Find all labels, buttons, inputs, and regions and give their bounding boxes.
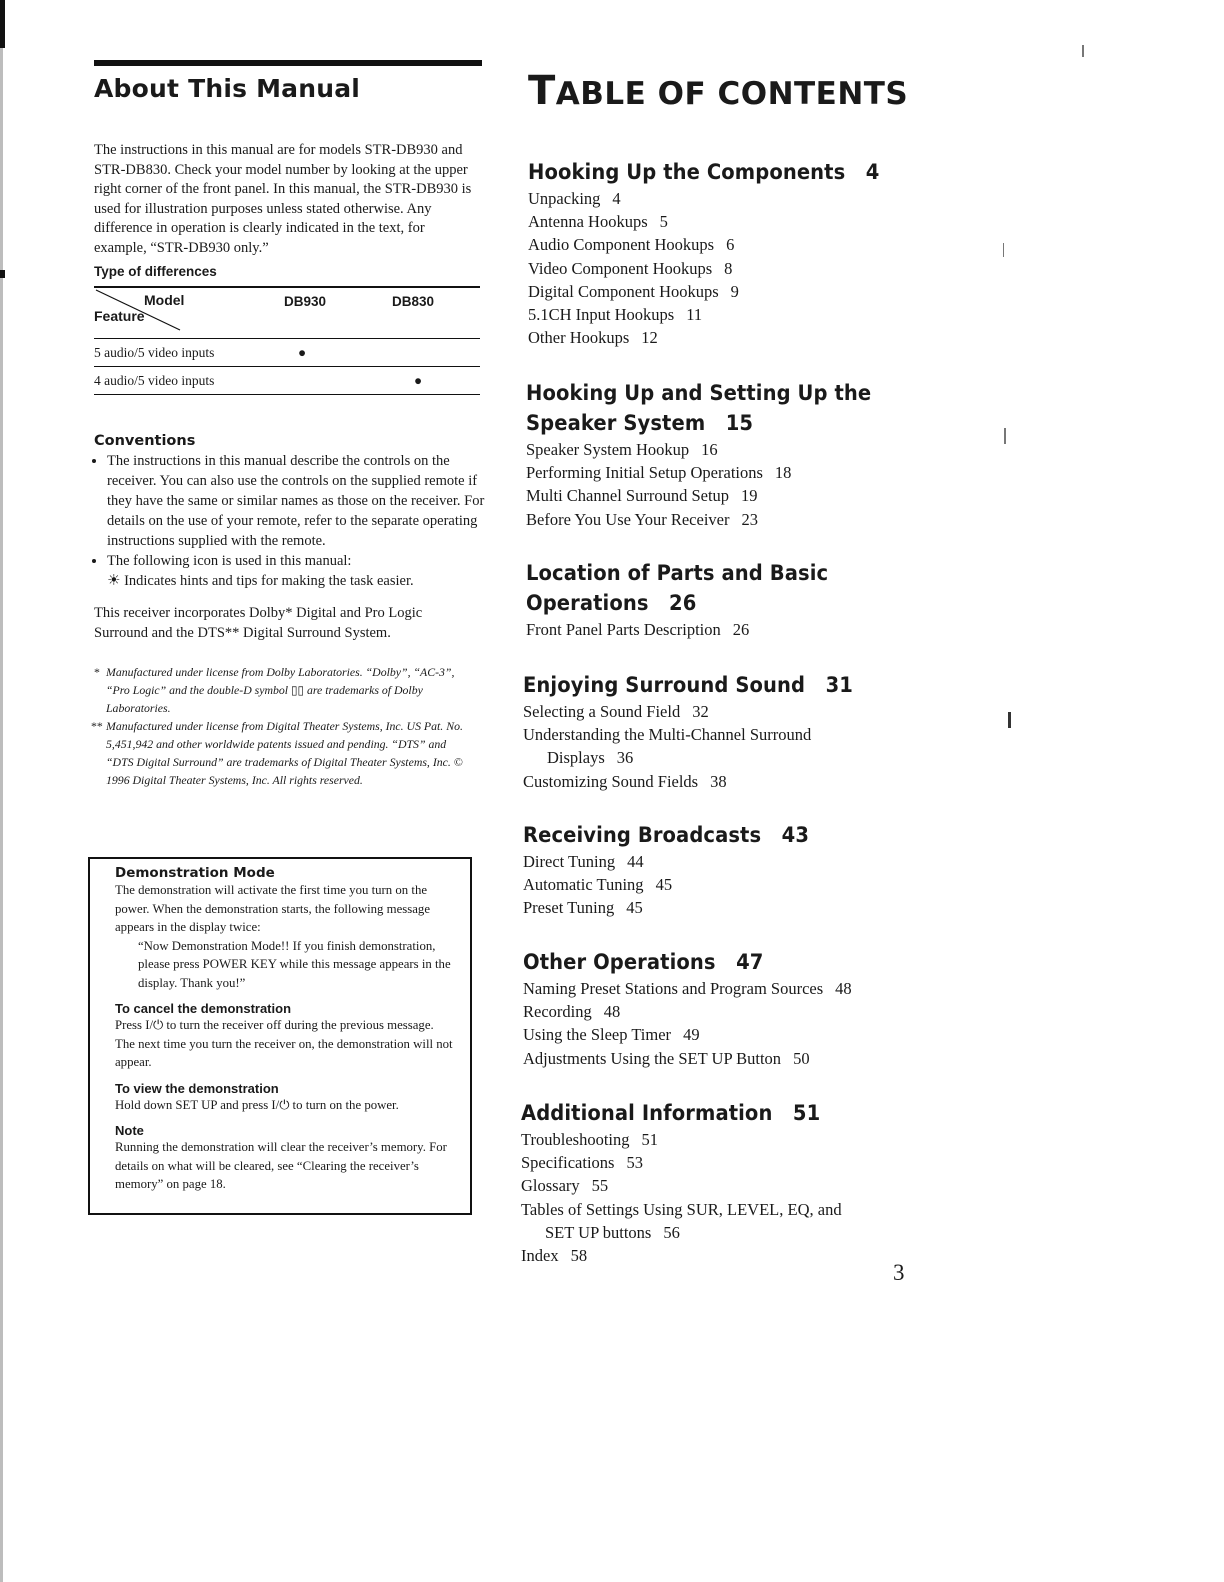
- page-number: 3: [893, 1260, 905, 1285]
- column-header-db930: DB930: [284, 287, 392, 339]
- demo-body: The demonstration will activate the first time you turn on the power. When the demonstration starts, the following message appears in the display twice:: [115, 883, 430, 934]
- db930-cell: ●: [284, 339, 392, 367]
- entry-page: 26: [732, 620, 750, 639]
- entry-page: 5: [659, 212, 668, 232]
- conventions-list: [94, 451, 487, 591]
- list-item: [107, 451, 487, 551]
- lightbulb-icon: ☀: [107, 573, 121, 589]
- db830-cell: ●: [392, 367, 480, 395]
- entry-page: 44: [627, 852, 644, 871]
- corner-model-label: Model: [144, 292, 185, 308]
- feature-cell: 4 audio/5 video inputs: [94, 367, 284, 395]
- entry-text: Index: [521, 1246, 559, 1266]
- toc-entry[interactable]: [528, 210, 928, 233]
- toc-entry[interactable]: [523, 896, 923, 919]
- entry-text: Selecting a Sound Field: [523, 702, 681, 721]
- toc-section-heading[interactable]: [523, 670, 895, 700]
- entry-text: Customizing Sound Fields: [523, 771, 699, 791]
- toc-entry[interactable]: [528, 303, 928, 326]
- toc-entry[interactable]: [523, 850, 923, 873]
- heading-line: [521, 1098, 893, 1128]
- heading-text: Operations: [526, 591, 649, 615]
- entry-text: Automatic Tuning: [523, 875, 644, 895]
- toc-entry[interactable]: [521, 1151, 921, 1174]
- toc-entry[interactable]: [528, 326, 928, 349]
- entry-text: Tables of Settings Using SUR, LEVEL, EQ, and: [521, 1199, 842, 1219]
- entry-text: Direct Tuning: [523, 852, 616, 871]
- heading-page: 51: [792, 1101, 821, 1125]
- heading-line: [523, 947, 895, 977]
- entry-text: Recording: [523, 1002, 592, 1022]
- corner-feature-label: Feature: [94, 308, 145, 324]
- toc-section-heading[interactable]: [523, 820, 895, 850]
- table-corner-cell: [94, 288, 284, 332]
- entry-text: Understanding the Multi-Channel Surround: [523, 725, 812, 745]
- entry-text: Audio Component Hookups: [528, 235, 715, 255]
- heading-text: Other Operations: [523, 950, 716, 974]
- feature-cell: 5 audio/5 video inputs: [94, 339, 284, 367]
- toc-entry[interactable]: [523, 723, 923, 746]
- heading-page: 47: [736, 950, 764, 974]
- note-text: Running the demonstration will clear the receiver’s memory. For details on what will be cleared, see “Clearing the receiver’s memory” on page 18.: [115, 1140, 447, 1191]
- convention-text: The following icon is used in this manual:: [107, 553, 352, 569]
- differences-table: [94, 286, 480, 395]
- entry-page: 36: [616, 748, 634, 768]
- toc-section-heading[interactable]: [523, 947, 895, 977]
- entry-page: 50: [793, 1048, 810, 1068]
- toc-entry[interactable]: [528, 233, 928, 256]
- entry-text: Preset Tuning: [523, 898, 615, 918]
- toc-section-heading[interactable]: [526, 378, 898, 438]
- entry-text: Troubleshooting: [521, 1130, 630, 1149]
- toc-entry[interactable]: [523, 746, 923, 769]
- toc-entry[interactable]: [521, 1174, 921, 1197]
- entry-page: 11: [686, 305, 703, 325]
- demo-title: Demonstration Mode: [115, 865, 275, 881]
- toc-section-heading[interactable]: [521, 1098, 893, 1128]
- entry-text: Performing Initial Setup Operations: [526, 463, 763, 483]
- scan-mark: [0, 270, 5, 278]
- footnote: [94, 663, 474, 717]
- footnote-text: Manufactured under license from Dolby Laboratories. “Dolby”, “AC-3”, “Pro Logic” and the double-D symbol ▯▯ are trademarks of Dolby Laboratories.: [106, 665, 455, 715]
- entry-page: 51: [641, 1130, 658, 1149]
- db930-cell: [284, 367, 392, 395]
- toc-entry[interactable]: [526, 484, 926, 507]
- demo-message: “Now Demonstration Mode!! If you finish demonstration, please press POWER KEY while this message appears in the display. Thank you!”: [138, 938, 451, 990]
- heading-line: [523, 670, 895, 700]
- toc-entry[interactable]: [526, 508, 926, 531]
- entry-text: Other Hookups: [528, 328, 630, 348]
- toc-entry[interactable]: [523, 700, 923, 723]
- entry-page: 9: [730, 281, 739, 301]
- footnote-mark: **: [91, 719, 103, 733]
- scan-edge: [0, 0, 3, 1582]
- view-text: Hold down SET UP and press I/⏻ to turn on the power.: [115, 1097, 399, 1112]
- entry-text: Using the Sleep Timer: [523, 1025, 672, 1045]
- scan-speck: [1082, 45, 1084, 57]
- demonstration-box: [88, 857, 472, 1215]
- toc-entry[interactable]: [523, 770, 923, 793]
- toc-entry[interactable]: [521, 1221, 921, 1244]
- toc-entry[interactable]: [528, 280, 928, 303]
- toc-title: [528, 68, 920, 114]
- column-header-db830: DB830: [392, 287, 480, 339]
- toc-section: [523, 820, 923, 920]
- toc-entry[interactable]: [528, 187, 928, 210]
- scan-speck: [1003, 243, 1004, 257]
- heading-text: Hooking Up and Setting Up the: [526, 381, 872, 405]
- heading-line: [526, 378, 898, 408]
- heading-line: [526, 558, 898, 588]
- scan-mark: [0, 0, 5, 48]
- tip-text: Indicates hints and tips for making the task easier.: [124, 573, 414, 589]
- table-row: [94, 339, 480, 367]
- heading-page: 15: [725, 411, 754, 435]
- toc-section-heading[interactable]: [526, 558, 898, 618]
- view-title: To view the demonstration: [115, 1080, 279, 1096]
- about-title: About This Manual: [94, 74, 361, 103]
- toc-section-heading[interactable]: [528, 157, 900, 187]
- conventions-title: Conventions: [94, 433, 196, 449]
- scan-speck: [1008, 712, 1011, 728]
- heading-page: 43: [781, 823, 810, 847]
- entry-page: 48: [603, 1002, 621, 1022]
- entry-page: 45: [626, 898, 643, 918]
- table-label: Type of differences: [94, 264, 217, 279]
- toc-entry[interactable]: [521, 1244, 921, 1267]
- entry-text: Speaker System Hookup: [526, 440, 690, 459]
- footnotes: [91, 663, 474, 789]
- toc-entry[interactable]: [528, 257, 928, 280]
- heading-text: Receiving Broadcasts: [523, 823, 762, 847]
- heading-page: 4: [865, 160, 880, 184]
- section-rule: [94, 60, 482, 66]
- entry-text: Digital Component Hookups: [528, 281, 719, 301]
- entry-page: 19: [741, 486, 758, 506]
- intro-paragraph: The instructions in this manual are for models STR-DB930 and STR-DB830. Check your model number by looking at the upper right corner of the front panel. In this manual, the STR-DB930 is used for illustration purposes unless stated otherwise. Any difference in operation is clearly indicated in the text, for example, “STR-DB930 only.”: [94, 142, 472, 256]
- list-item: [107, 551, 487, 591]
- toc-section: [523, 670, 923, 793]
- heading-line: [523, 820, 895, 850]
- heading-text: Additional Information: [521, 1101, 773, 1125]
- toc-section: [526, 378, 926, 531]
- entry-page: 16: [701, 440, 718, 459]
- toc-entry[interactable]: [523, 1023, 923, 1046]
- heading-text: Location of Parts and Basic: [526, 561, 829, 585]
- entry-text: Adjustments Using the SET UP Button: [523, 1048, 782, 1068]
- entry-page: 49: [683, 1025, 700, 1045]
- entry-text: Antenna Hookups: [528, 212, 648, 232]
- scan-speck: [1004, 428, 1006, 444]
- heading-text: Hooking Up the Components: [528, 160, 846, 184]
- entry-page: 18: [774, 463, 792, 483]
- heading-text: Enjoying Surround Sound: [523, 673, 806, 697]
- footnote-text: Manufactured under license from Digital Theater Systems, Inc. US Pat. No. 5,451,942 and other worldwide patents issued and pending. “DTS” and “DTS Digital Surround” are trademarks of Digital Theater Systems, Inc. © 1996 Digital Theater Systems, Inc. All rights reserved.: [106, 719, 463, 787]
- entry-text: Before You Use Your Receiver: [526, 509, 730, 529]
- dolby-dts-paragraph: This receiver incorporates Dolby* Digital and Pro Logic Surround and the DTS** Digital Surround System.: [94, 605, 423, 641]
- heading-line: [526, 408, 898, 438]
- heading-line: [526, 588, 898, 618]
- cancel-title: To cancel the demonstration: [115, 1001, 292, 1016]
- entry-text: Naming Preset Stations and Program Sources: [523, 979, 824, 998]
- toc-entry[interactable]: [521, 1128, 921, 1151]
- entry-page: 58: [570, 1246, 588, 1266]
- about-column: [91, 60, 485, 789]
- entry-page: 45: [655, 875, 673, 895]
- heading-page: 26: [669, 591, 697, 615]
- convention-text: The instructions in this manual describe the controls on the receiver. You can also use the controls on the supplied remote if they have the same or similar names as those on the receiver. For details on the use of your remote, refer to the separate operating instructions supplied with the remote.: [107, 453, 485, 549]
- entry-page: 6: [726, 235, 735, 255]
- cancel-text: Press I/⏻ to turn the receiver off during the previous message. The next time you turn the receiver on, the demonstration will not appear.: [115, 1018, 453, 1069]
- entry-page: 53: [626, 1153, 643, 1173]
- toc-entry[interactable]: [521, 1198, 921, 1221]
- heading-page: 31: [825, 673, 853, 697]
- note-title: Note: [115, 1123, 144, 1138]
- entry-page: 23: [741, 509, 758, 529]
- entry-page: 4: [612, 189, 621, 208]
- entry-text: Displays: [547, 748, 605, 768]
- toc-entry[interactable]: [526, 618, 926, 641]
- tip-line: [107, 571, 487, 591]
- entry-page: 56: [663, 1222, 680, 1242]
- entry-page: 48: [835, 979, 852, 998]
- toc-entry[interactable]: [523, 1000, 923, 1023]
- entry-text: Glossary: [521, 1176, 580, 1196]
- entry-page: 32: [692, 702, 709, 721]
- toc-entry[interactable]: [523, 977, 923, 1000]
- toc-entry[interactable]: [523, 1047, 923, 1070]
- heading-text: Speaker System: [526, 411, 706, 435]
- footnote-mark: *: [94, 665, 100, 679]
- toc-section: [526, 558, 926, 641]
- toc-entry[interactable]: [526, 461, 926, 484]
- toc-column: [520, 60, 920, 114]
- heading-line: [528, 157, 900, 187]
- entry-text: Front Panel Parts Description: [526, 620, 721, 639]
- entry-page: 55: [591, 1176, 609, 1196]
- entry-page: 38: [710, 771, 727, 791]
- table-row: [94, 367, 480, 395]
- toc-title-initial: T: [528, 68, 556, 114]
- entry-page: 8: [724, 258, 733, 278]
- entry-text: Video Component Hookups: [528, 258, 713, 278]
- toc-section: [521, 1098, 921, 1267]
- toc-section: [523, 947, 923, 1070]
- entry-text: Unpacking: [528, 189, 601, 208]
- toc-entry[interactable]: [523, 873, 923, 896]
- entry-page: 12: [641, 328, 658, 348]
- entry-text: SET UP buttons: [545, 1222, 652, 1242]
- toc-title-rest: ABLE OF CONTENTS: [555, 76, 909, 112]
- entry-text: Multi Channel Surround Setup: [526, 486, 730, 506]
- toc-section: [528, 157, 928, 349]
- db830-cell: [392, 339, 480, 367]
- table-header-row: [94, 287, 480, 339]
- entry-text: Specifications: [521, 1153, 615, 1173]
- toc-entry[interactable]: [526, 438, 926, 461]
- footnote: [91, 717, 474, 789]
- entry-text: 5.1CH Input Hookups: [528, 305, 675, 325]
